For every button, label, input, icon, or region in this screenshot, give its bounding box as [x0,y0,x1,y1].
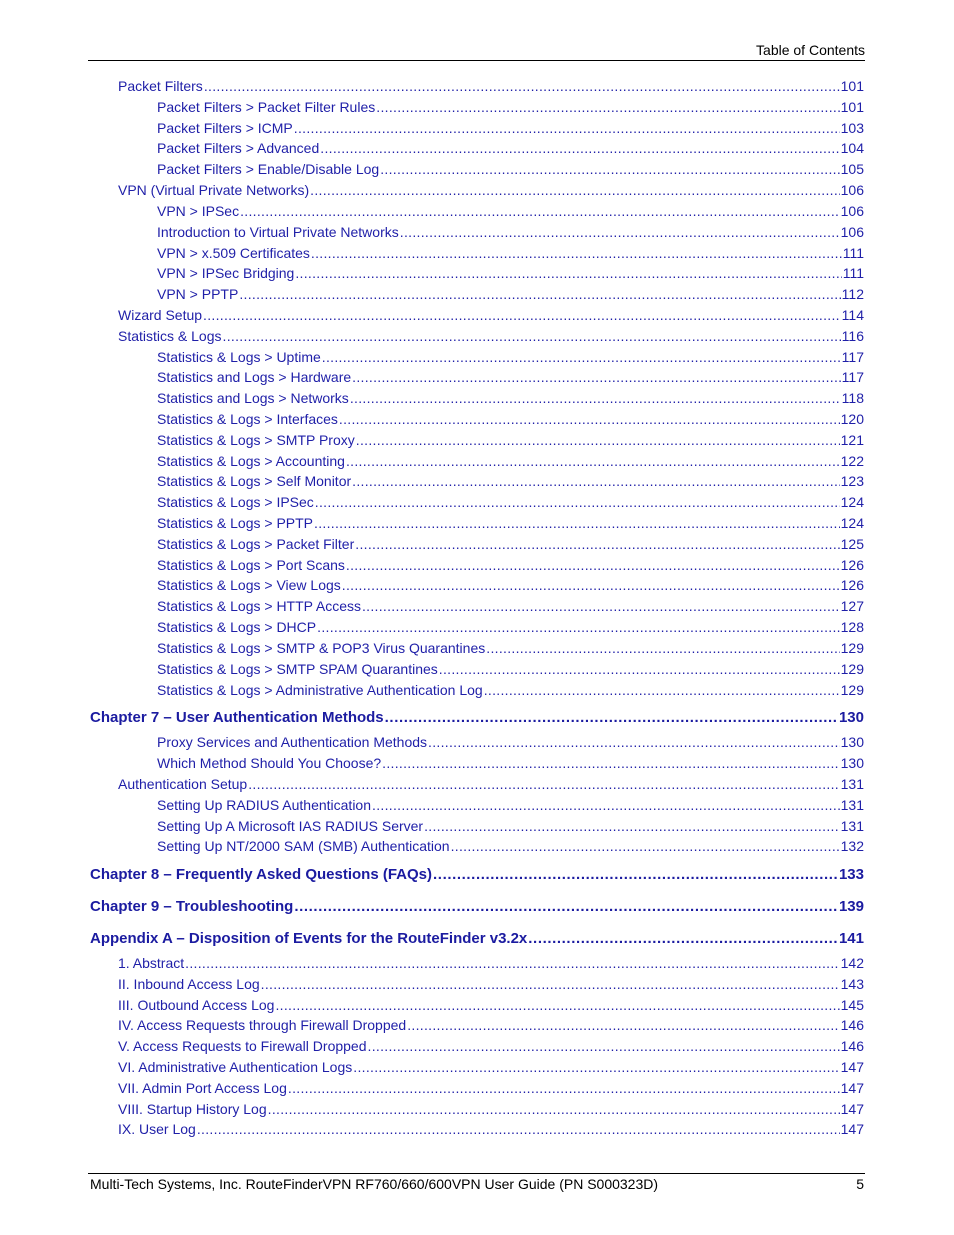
toc-entry-title: VIII. Startup History Log [118,1101,267,1117]
toc-entry-page: 147 [840,1059,864,1075]
toc-entry-title: VI. Administrative Authentication Logs [118,1059,353,1075]
toc-entry[interactable] [157,577,864,594]
toc-entry[interactable] [118,1101,864,1118]
toc-entry-title: 1. Abstract [118,955,185,971]
page-number: 5 [856,1176,864,1192]
toc-entry-title: VPN > IPSec [157,203,240,219]
toc-entry[interactable] [118,1059,864,1076]
toc-entry[interactable] [157,120,864,137]
toc-entry[interactable] [118,182,864,199]
toc-entry-title: Chapter 7 – User Authentication Methods [90,709,384,726]
dot-leader [268,1101,840,1118]
toc-entry-title: Statistics & Logs > IPSec [157,494,314,510]
toc-entry-title: Statistics & Logs [118,328,222,344]
footer-text: Multi-Tech Systems, Inc. RouteFinderVPN RF760/660/600VPN User Guide (PN S000323D) [90,1176,659,1192]
dot-leader [433,866,838,884]
toc-entry[interactable] [157,265,864,282]
toc-entry-page: 124 [840,515,864,531]
toc-entry-title: Proxy Services and Authentication Methods [157,734,428,750]
dot-leader [382,755,839,772]
toc-entry-title: Packet Filters > Advanced [157,140,320,156]
toc-entry[interactable] [157,390,864,407]
toc-entry-page: 129 [840,661,864,677]
toc-entry-title: Packet Filters > ICMP [157,120,293,136]
dot-leader [197,1121,840,1138]
dot-leader [317,619,840,636]
toc-chapter-entry[interactable] [90,709,864,727]
toc-entry-page: 142 [840,955,864,971]
toc-entry-page: 106 [840,182,864,198]
toc-entry-page: 147 [840,1121,864,1137]
toc-entry-title: Statistics & Logs > Interfaces [157,411,338,427]
toc-entry-page: 127 [840,598,864,614]
toc-entry-title: VPN > IPSec Bridging [157,265,295,281]
toc-entry[interactable] [157,140,864,157]
page-footer [90,1175,864,1193]
dot-leader [355,536,839,553]
dot-leader [310,182,840,199]
dot-leader [339,411,840,428]
toc-entry-page: 101 [840,78,864,94]
toc-entry-page: 125 [840,536,864,552]
toc-entry[interactable] [157,161,864,178]
toc-entry[interactable] [157,557,864,574]
toc-entry-title: Statistics & Logs > HTTP Access [157,598,361,614]
toc-entry[interactable] [157,349,864,366]
toc-entry-title: VII. Admin Port Access Log [118,1080,287,1096]
toc-entry-page: 112 [841,286,864,302]
dot-leader [424,818,840,835]
toc-entry-title: Statistics & Logs > SMTP & POP3 Virus Quarantines [157,640,486,656]
toc-entry-page: 105 [840,161,864,177]
toc-entry-page: 124 [840,494,864,510]
toc-entry-title: Statistics & Logs > Packet Filter [157,536,355,552]
toc-entry-page: 126 [840,577,864,593]
toc-entry-title: Setting Up A Microsoft IAS RADIUS Server [157,818,424,834]
toc-entry-page: 130 [840,734,864,750]
dot-leader [486,640,839,657]
toc-entry-title: III. Outbound Access Log [118,997,275,1013]
toc-entry-title: VPN > x.509 Certificates [157,245,310,261]
dot-leader [342,577,840,594]
toc-entry-page: 114 [841,307,864,323]
dot-leader [528,930,838,948]
toc-entry-page: 143 [840,976,864,992]
toc-entry[interactable] [157,797,864,814]
toc-entry-page: 131 [840,776,864,792]
toc-entry-page: 145 [840,997,864,1013]
toc-entry-title: Statistics & Logs > SMTP Proxy [157,432,355,448]
toc-entry-title: Packet Filters [118,78,203,94]
toc-entry-page: 132 [840,838,864,854]
toc-entry-page: 122 [840,453,864,469]
toc-entry[interactable] [118,955,864,972]
toc-entry[interactable] [157,838,864,855]
toc-entry-page: 111 [842,265,864,281]
toc-entry-title: Appendix A – Disposition of Events for the RouteFinder v3.2x [90,930,528,947]
toc-entry[interactable] [157,369,864,386]
toc-entry[interactable] [118,328,864,345]
toc-entry[interactable] [157,411,864,428]
toc-entry-page: 129 [840,640,864,656]
toc-entry-page: 126 [840,557,864,573]
toc-entry-title: IX. User Log [118,1121,196,1137]
toc-entry-title: Wizard Setup [118,307,203,323]
toc-entry[interactable] [157,203,864,220]
toc-entry-page: 117 [841,349,864,365]
toc-entry-title: Introduction to Virtual Private Networks [157,224,399,240]
toc-entry[interactable] [118,997,864,1014]
toc-chapter-entry[interactable] [90,930,864,948]
toc-entry[interactable] [157,453,864,470]
toc-entry-page: 118 [841,390,864,406]
toc-entry-page: 106 [840,224,864,240]
dot-leader [352,473,840,490]
toc-entry-title: Chapter 8 – Frequently Asked Questions (FAQs) [90,866,433,883]
toc-entry[interactable] [157,598,864,615]
toc-entry-title: V. Access Requests to Firewall Dropped [118,1038,367,1054]
dot-leader [294,120,840,137]
dot-leader [239,286,840,303]
toc-entry-page: 116 [841,328,864,344]
toc-entry[interactable] [118,78,864,95]
toc-chapter-entry[interactable] [90,898,864,916]
dot-leader [372,797,840,814]
toc-entry-page: 130 [838,709,864,726]
dot-leader [356,432,840,449]
dot-leader [380,161,839,178]
toc-entry-title: Setting Up RADIUS Authentication [157,797,372,813]
toc-entry-page: 147 [840,1101,864,1117]
toc-entry[interactable] [157,734,864,751]
toc-entry-title: Authentication Setup [118,776,248,792]
toc-entry[interactable] [118,1038,864,1055]
toc-entry-title: Statistics & Logs > PPTP [157,515,314,531]
toc-entry[interactable] [118,1080,864,1097]
toc-entry-title: Statistics & Logs > Administrative Authentication Log [157,682,483,698]
footer-rule [88,1173,865,1174]
toc-entry-title: Statistics and Logs > Hardware [157,369,352,385]
dot-leader [261,976,840,993]
dot-leader [428,734,840,751]
dot-leader [353,1059,839,1076]
toc-entry-page: 141 [838,930,864,947]
toc-entry[interactable] [157,682,864,699]
toc-entry-page: 147 [840,1080,864,1096]
toc-entry-page: 117 [841,369,864,385]
toc-entry-title: VPN > PPTP [157,286,239,302]
toc-entry-title: Setting Up NT/2000 SAM (SMB) Authentication [157,838,450,854]
toc-entry[interactable] [118,307,864,324]
dot-leader [346,453,840,470]
toc-entry[interactable] [118,1017,864,1034]
toc-entry[interactable] [157,473,864,490]
dot-leader [322,349,841,366]
toc-entry-page: 133 [838,866,864,883]
dot-leader [295,265,841,282]
toc-entry-page: 146 [840,1017,864,1033]
dot-leader [288,1080,840,1097]
toc-entry-page: 139 [838,898,864,915]
dot-leader [350,390,841,407]
dot-leader [362,598,840,615]
dot-leader [275,997,839,1014]
toc-entry-title: Packet Filters > Enable/Disable Log [157,161,380,177]
dot-leader [240,203,840,220]
dot-leader [376,99,839,116]
toc-entry-page: 121 [840,432,864,448]
dot-leader [385,709,838,727]
toc-entry-page: 131 [840,818,864,834]
toc-entry-title: Statistics & Logs > SMTP SPAM Quarantines [157,661,438,677]
dot-leader [484,682,840,699]
toc-entry-title: Statistics & Logs > DHCP [157,619,317,635]
dot-leader [248,776,839,793]
toc-entry-page: 104 [840,140,864,156]
toc-entry[interactable] [157,515,864,532]
toc-entry[interactable] [157,619,864,636]
dot-leader [451,838,840,855]
dot-leader [368,1038,840,1055]
toc-entry-title: Statistics & Logs > Port Scans [157,557,345,573]
toc-entry[interactable] [157,224,864,241]
toc-entry-page: 146 [840,1038,864,1054]
toc-entry[interactable] [157,245,864,262]
toc-entry-title: Statistics & Logs > Accounting [157,453,345,469]
toc-entry[interactable] [157,286,864,303]
running-header: Table of Contents [756,42,865,58]
toc-entry[interactable] [118,776,864,793]
dot-leader [346,557,840,574]
toc-entry[interactable] [157,640,864,657]
toc-entry-title: Statistics & Logs > View Logs [157,577,341,593]
toc-entry-title: IV. Access Requests through Firewall Dropped [118,1017,407,1033]
dot-leader [203,307,841,324]
dot-leader [204,78,840,95]
toc-entry[interactable] [157,755,864,772]
toc-entry-page: 106 [840,203,864,219]
toc-entry-title: Packet Filters > Packet Filter Rules [157,99,376,115]
toc-entry-title: Statistics & Logs > Uptime [157,349,321,365]
dot-leader [311,245,842,262]
toc-entry-title: Statistics & Logs > Self Monitor [157,473,352,489]
dot-leader [352,369,841,386]
toc-entry-page: 101 [840,99,864,115]
toc-entry[interactable] [118,976,864,993]
dot-leader [185,955,839,972]
toc-entry-title: II. Inbound Access Log [118,976,260,992]
toc-entry-page: 111 [842,245,864,261]
dot-leader [407,1017,839,1034]
toc-chapter-entry[interactable] [90,866,864,884]
dot-leader [315,494,840,511]
dot-leader [294,898,838,916]
toc-entry-page: 131 [840,797,864,813]
toc-entry-title: Statistics and Logs > Networks [157,390,349,406]
toc-entry-page: 120 [840,411,864,427]
dot-leader [400,224,840,241]
toc-entry-page: 103 [840,120,864,136]
toc-entry[interactable] [157,494,864,511]
toc-entry[interactable] [157,536,864,553]
toc-entry[interactable] [118,1121,864,1138]
dot-leader [439,661,840,678]
toc-entry-page: 130 [840,755,864,771]
toc-entry[interactable] [157,432,864,449]
toc-entry-title: VPN (Virtual Private Networks) [118,182,310,198]
toc-entry[interactable] [157,99,864,116]
toc-entry-title: Which Method Should You Choose? [157,755,382,771]
toc-entry-page: 129 [840,682,864,698]
toc-entry-page: 128 [840,619,864,635]
toc-entry-page: 123 [840,473,864,489]
toc-entry[interactable] [157,661,864,678]
dot-leader [320,140,839,157]
toc-entry[interactable] [157,818,864,835]
dot-leader [314,515,840,532]
dot-leader [223,328,841,345]
toc-entry-title: Chapter 9 – Troubleshooting [90,898,294,915]
